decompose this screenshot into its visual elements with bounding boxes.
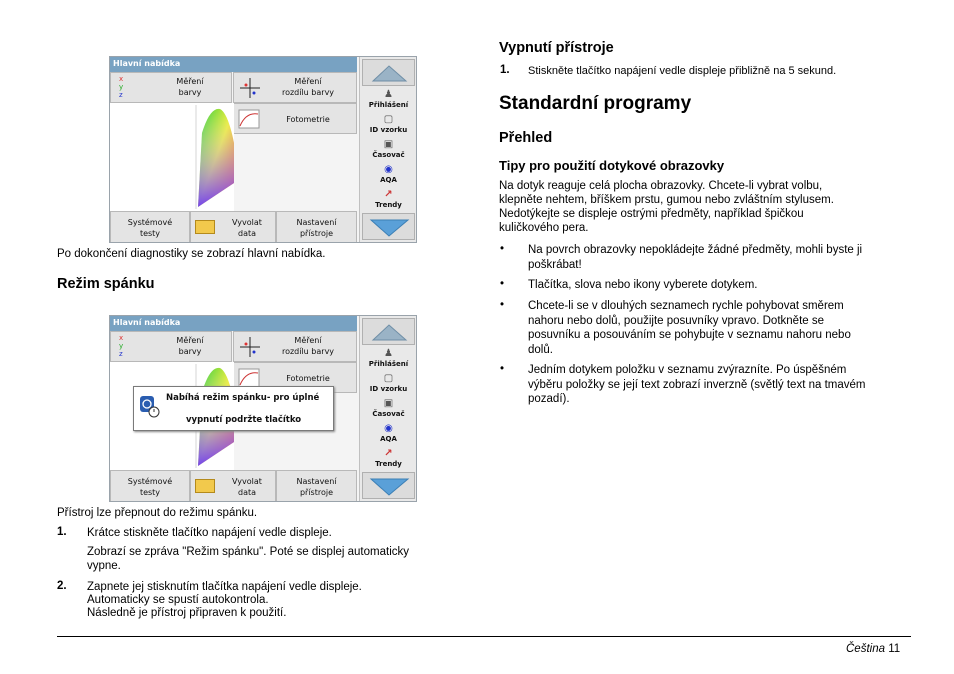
dialog-line-2: vypnutí podržte tlačítko: [186, 415, 302, 425]
step-text-line: Automaticky se spustí autokontrola.: [87, 594, 269, 606]
paragraph-line: kuličkového pera.: [499, 222, 589, 234]
paragraph-line: klepněte nehtem, bříškem prstu, gumou nebo zvláštním stylusem.: [499, 194, 834, 206]
sidebar-item-timer[interactable]: ▣ Časovač: [362, 138, 415, 163]
power-clock-icon: [139, 395, 161, 419]
bullet-line: pozadí).: [528, 393, 570, 405]
bullet-mark: •: [500, 278, 505, 290]
sidebar-item-login[interactable]: ♟ Přihlášení: [362, 347, 415, 372]
axes-cross-icon: [238, 76, 262, 100]
sleep-mode-screenshot: [109, 315, 417, 502]
heading-power-off: Vypnutí přístroje: [499, 40, 614, 56]
sidebar-item-timer[interactable]: ▣ Časovač: [362, 397, 415, 422]
timer-icon: ▣: [383, 398, 394, 409]
caption-sleep-mode: Přístroj lze přepnout do režimu spánku.: [57, 507, 258, 519]
screen-title: Hlavní nabídka: [110, 316, 357, 331]
main-menu-screenshot: [109, 56, 417, 243]
bullet-line: Na povrch obrazovky nepokládejte žádné předměty, mohli byste ji: [528, 244, 863, 256]
photometry-button[interactable]: Fotometrie: [233, 362, 357, 393]
arrow-up-icon: [363, 60, 416, 87]
bullet-line: Chcete-li se v dlouhých seznamech rychle pohybovat směrem: [528, 300, 844, 312]
color-measurement-button[interactable]: x y z Měření barvy: [110, 331, 232, 362]
step-number: 1.: [500, 64, 510, 76]
step-number: 1.: [57, 526, 67, 538]
axes-cross-icon: [238, 335, 262, 359]
sidebar-item-sample-id[interactable]: ▢ ID vzorku: [362, 113, 415, 138]
sleep-mode-dialog: [133, 386, 334, 431]
sidebar-item-trends[interactable]: ↗ Trendy: [362, 188, 415, 213]
photometry-button[interactable]: Fotometrie: [233, 103, 357, 134]
folder-icon: [195, 479, 215, 493]
color-difference-button[interactable]: Měření rozdílu barvy: [233, 331, 357, 362]
bullet-mark: •: [500, 243, 505, 255]
instrument-setup-button[interactable]: Nastavení přístroje: [276, 470, 357, 502]
caption-main-menu: Po dokončení diagnostiky se zobrazí hlavní nabídka.: [57, 248, 326, 260]
step-text-line: Následně je přístroj připraven k použití.: [87, 607, 287, 619]
timer-icon: ▣: [383, 139, 394, 150]
arrow-up-icon: [363, 319, 416, 346]
step-text: Krátce stiskněte tlačítko napájení vedle displeje.: [87, 527, 332, 539]
recall-data-button[interactable]: Vyvolat data: [190, 470, 276, 502]
heading-overview: Přehled: [499, 130, 553, 146]
footer-language: Čeština: [846, 643, 885, 655]
spectrum-curve-icon: [238, 368, 260, 388]
folder-icon: [195, 220, 215, 234]
bullet-line: posuvníku a posouváním se pohybujte v seznamu nahoru nebo: [528, 329, 851, 341]
aqa-icon: ◉: [384, 164, 393, 175]
sidebar-item-login[interactable]: ♟ Přihlášení: [362, 88, 415, 113]
bullet-line: výběru položky se její text zobrazí inverzně (světlý text na tmavém: [528, 379, 866, 391]
sidebar-item-aqa[interactable]: ◉ AQA: [362, 163, 415, 188]
scroll-up-button[interactable]: [362, 59, 415, 86]
dialog-line-1: Nabíhá režim spánku- pro úplné: [166, 393, 320, 403]
scroll-down-button[interactable]: [362, 213, 415, 240]
paragraph-line: Na dotyk reaguje celá plocha obrazovky. Chcete-li vybrat volbu,: [499, 180, 823, 192]
step-number: 2.: [57, 580, 67, 592]
step-substep-line: vypne.: [87, 560, 121, 572]
arrow-down-icon: [363, 214, 416, 241]
sidebar-item-sample-id[interactable]: ▢ ID vzorku: [362, 372, 415, 397]
paragraph-line: Nedotýkejte se displeje ostrými předměty, například špičkou: [499, 208, 804, 220]
xyz-icon: x y z: [119, 75, 124, 99]
footer: [846, 642, 900, 656]
spectrum-curve-icon: [238, 109, 260, 129]
bullet-line: nahoru nebo dolů, použijte posuvníky vpravo. Dotkněte se: [528, 315, 824, 327]
arrow-down-icon: [363, 473, 416, 500]
step-text: Stiskněte tlačítko napájení vedle displeje přibližně na 5 sekund.: [528, 65, 837, 77]
heading-touchscreen-tips: Tipy pro použití dotykové obrazovky: [499, 158, 725, 173]
side-panel: [359, 57, 416, 243]
bullet-mark: •: [500, 299, 505, 311]
xyz-icon: x y z: [119, 334, 124, 358]
vial-icon: ▢: [383, 114, 394, 125]
system-tests-button[interactable]: Systémové testy: [110, 211, 190, 243]
instrument-setup-button[interactable]: Nastavení přístroje: [276, 211, 357, 243]
bullet-line: Tlačítka, slova nebo ikony vyberete dotykem.: [528, 279, 758, 291]
scroll-down-button[interactable]: [362, 472, 415, 499]
system-tests-button[interactable]: Systémové testy: [110, 470, 190, 502]
trend-chart-icon: ↗: [384, 448, 393, 459]
bullet-line: Jedním dotykem položku v seznamu zvýrazníte. Po úspěšném: [528, 364, 847, 376]
trend-chart-icon: ↗: [384, 189, 393, 200]
sidebar-item-trends[interactable]: ↗ Trendy: [362, 447, 415, 472]
step-text-line: Zapnete jej stisknutím tlačítka napájení vedle displeje.: [87, 581, 362, 593]
page-number: 11: [888, 643, 901, 655]
bullet-line: poškrábat!: [528, 259, 582, 271]
bullet-line: dolů.: [528, 344, 553, 356]
sidebar-item-aqa[interactable]: ◉ AQA: [362, 422, 415, 447]
footer-rule: [57, 636, 911, 637]
recall-data-button[interactable]: Vyvolat data: [190, 211, 276, 243]
chromaticity-diagram: [110, 103, 234, 211]
person-icon: ♟: [384, 348, 393, 359]
vial-icon: ▢: [383, 373, 394, 384]
side-panel: [359, 316, 416, 502]
aqa-icon: ◉: [384, 423, 393, 434]
person-icon: ♟: [384, 89, 393, 100]
color-measurement-button[interactable]: x y z Měření barvy: [110, 72, 232, 103]
step-substep-line: Zobrazí se zpráva "Režim spánku". Poté se displej automaticky: [87, 546, 409, 558]
screen-title: Hlavní nabídka: [110, 57, 357, 72]
bullet-mark: •: [500, 363, 505, 375]
heading-sleep-mode: Režim spánku: [57, 276, 155, 292]
scroll-up-button[interactable]: [362, 318, 415, 345]
color-difference-button[interactable]: Měření rozdílu barvy: [233, 72, 357, 103]
heading-standard-programs: Standardní programy: [499, 93, 692, 114]
